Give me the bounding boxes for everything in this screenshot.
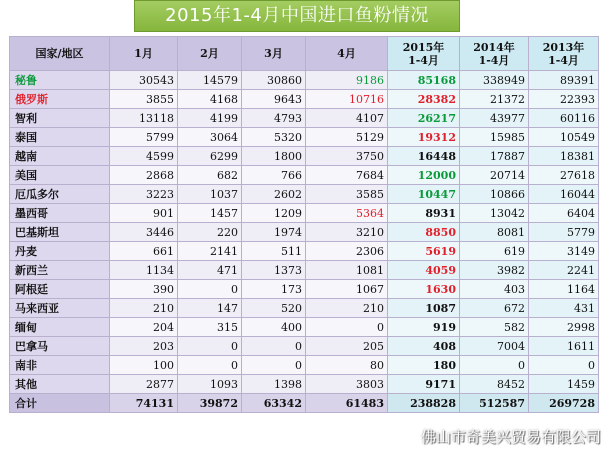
table-cell: 12000 — [388, 166, 460, 185]
table-cell: 5129 — [306, 128, 388, 147]
table-cell: 238828 — [388, 394, 460, 413]
table-cell: 16448 — [388, 147, 460, 166]
table-cell: 13118 — [110, 109, 178, 128]
table-cell: 61483 — [306, 394, 388, 413]
country-name: 俄罗斯 — [10, 90, 110, 109]
header-text: 2014年 — [473, 40, 515, 54]
country-name: 南非 — [10, 356, 110, 375]
table-row — [10, 356, 599, 375]
table-cell: 672 — [460, 299, 529, 318]
table-cell: 63342 — [242, 394, 306, 413]
table-cell: 20714 — [460, 166, 529, 185]
header-mar — [242, 37, 306, 71]
table-cell: 315 — [178, 318, 242, 337]
table-row — [10, 166, 599, 185]
table-cell: 4168 — [178, 90, 242, 109]
header-jan — [110, 37, 178, 71]
table-cell: 2306 — [306, 242, 388, 261]
table-cell: 3585 — [306, 185, 388, 204]
table-cell: 3064 — [178, 128, 242, 147]
table-cell: 4793 — [242, 109, 306, 128]
table-cell: 43977 — [460, 109, 529, 128]
table-row — [10, 109, 599, 128]
table-cell: 22393 — [529, 90, 599, 109]
header-text: 1月 — [134, 47, 153, 60]
table-cell: 8081 — [460, 223, 529, 242]
table-cell: 1398 — [242, 375, 306, 394]
table-cell: 19312 — [388, 128, 460, 147]
table-cell: 39872 — [178, 394, 242, 413]
table-cell: 2868 — [110, 166, 178, 185]
watermark — [394, 426, 601, 447]
table-cell: 1164 — [529, 280, 599, 299]
table-row — [10, 375, 599, 394]
table-cell: 582 — [460, 318, 529, 337]
table-cell: 203 — [110, 337, 178, 356]
table-row — [10, 147, 599, 166]
table-cell: 8931 — [388, 204, 460, 223]
table-cell: 10866 — [460, 185, 529, 204]
table-cell: 1081 — [306, 261, 388, 280]
table-cell: 661 — [110, 242, 178, 261]
table-cell: 269728 — [529, 394, 599, 413]
table-cell: 511 — [242, 242, 306, 261]
table-cell: 220 — [178, 223, 242, 242]
import-table — [9, 36, 599, 413]
country-name: 新西兰 — [10, 261, 110, 280]
table-cell: 1087 — [388, 299, 460, 318]
table-cell: 1611 — [529, 337, 599, 356]
table-cell: 9186 — [306, 71, 388, 90]
table-cell: 1209 — [242, 204, 306, 223]
table-cell: 919 — [388, 318, 460, 337]
table-cell: 3803 — [306, 375, 388, 394]
table-cell: 85168 — [388, 71, 460, 90]
table-cell: 60116 — [529, 109, 599, 128]
table-row — [10, 90, 599, 109]
table-cell: 0 — [178, 337, 242, 356]
table-cell: 512587 — [460, 394, 529, 413]
table-row — [10, 204, 599, 223]
table-cell: 1037 — [178, 185, 242, 204]
table-cell: 180 — [388, 356, 460, 375]
header-text: 3月 — [264, 47, 283, 60]
table-cell: 3446 — [110, 223, 178, 242]
table-cell: 10716 — [306, 90, 388, 109]
country-name: 秘鲁 — [10, 71, 110, 90]
table-cell: 16044 — [529, 185, 599, 204]
table-cell: 4059 — [388, 261, 460, 280]
table-cell: 1630 — [388, 280, 460, 299]
table-cell: 18381 — [529, 147, 599, 166]
table-cell: 5364 — [306, 204, 388, 223]
page-title: 2015年1-4月中国进口鱼粉情况 — [134, 0, 460, 32]
header-country — [10, 37, 110, 71]
table-cell: 1134 — [110, 261, 178, 280]
table-row — [10, 242, 599, 261]
table-cell: 6299 — [178, 147, 242, 166]
table-cell: 1373 — [242, 261, 306, 280]
table-cell: 0 — [242, 337, 306, 356]
table-cell: 2877 — [110, 375, 178, 394]
table-row — [10, 318, 599, 337]
table-cell: 3855 — [110, 90, 178, 109]
table-cell: 210 — [110, 299, 178, 318]
table-cell: 2998 — [529, 318, 599, 337]
table-cell: 682 — [178, 166, 242, 185]
table-cell: 13042 — [460, 204, 529, 223]
table-row — [10, 128, 599, 147]
table-cell: 28382 — [388, 90, 460, 109]
header-2015 — [388, 37, 460, 71]
table-cell: 7684 — [306, 166, 388, 185]
country-name: 巴拿马 — [10, 337, 110, 356]
table-row — [10, 223, 599, 242]
table-cell: 27618 — [529, 166, 599, 185]
header-text: 国家/地区 — [35, 47, 84, 60]
header-text: 1-4月 — [408, 53, 439, 67]
country-name: 泰国 — [10, 128, 110, 147]
country-name: 阿根廷 — [10, 280, 110, 299]
table-cell: 1093 — [178, 375, 242, 394]
table-cell: 0 — [529, 356, 599, 375]
table-cell: 3149 — [529, 242, 599, 261]
table-cell: 5320 — [242, 128, 306, 147]
table-cell: 147 — [178, 299, 242, 318]
table-cell: 408 — [388, 337, 460, 356]
table-cell: 5799 — [110, 128, 178, 147]
table-cell: 204 — [110, 318, 178, 337]
table-cell: 2602 — [242, 185, 306, 204]
table-cell: 210 — [306, 299, 388, 318]
wechat-icon — [394, 428, 416, 446]
header-text: 2013年 — [542, 40, 585, 54]
table-cell: 619 — [460, 242, 529, 261]
table-cell: 14579 — [178, 71, 242, 90]
country-name: 丹麦 — [10, 242, 110, 261]
table-cell: 74131 — [110, 394, 178, 413]
table-cell: 10447 — [388, 185, 460, 204]
table-row — [10, 299, 599, 318]
header-text: 2月 — [200, 47, 219, 60]
country-name: 智利 — [10, 109, 110, 128]
table-cell: 4107 — [306, 109, 388, 128]
table-cell: 205 — [306, 337, 388, 356]
table-cell: 1067 — [306, 280, 388, 299]
header-text: 1-4月 — [478, 53, 510, 67]
table-cell: 1457 — [178, 204, 242, 223]
header-text: 4月 — [337, 47, 356, 60]
table-cell: 30543 — [110, 71, 178, 90]
table-cell: 338949 — [460, 71, 529, 90]
table-cell: 3982 — [460, 261, 529, 280]
table-cell: 7004 — [460, 337, 529, 356]
table-cell: 4599 — [110, 147, 178, 166]
country-name: 厄瓜多尔 — [10, 185, 110, 204]
country-name: 越南 — [10, 147, 110, 166]
country-name: 美国 — [10, 166, 110, 185]
table-cell: 30860 — [242, 71, 306, 90]
table-cell: 2241 — [529, 261, 599, 280]
country-name: 其他 — [10, 375, 110, 394]
country-name: 巴基斯坦 — [10, 223, 110, 242]
table-cell: 3223 — [110, 185, 178, 204]
table-row — [10, 71, 599, 90]
table-cell: 8452 — [460, 375, 529, 394]
table-cell: 1974 — [242, 223, 306, 242]
table-cell: 1800 — [242, 147, 306, 166]
table-cell: 173 — [242, 280, 306, 299]
country-name: 缅甸 — [10, 318, 110, 337]
header-text: 2015年 — [402, 40, 445, 54]
table-cell: 431 — [529, 299, 599, 318]
table-cell: 80 — [306, 356, 388, 375]
table-cell: 5619 — [388, 242, 460, 261]
table-cell: 89391 — [529, 71, 599, 90]
table-cell: 520 — [242, 299, 306, 318]
country-name: 合计 — [10, 394, 110, 413]
watermark-text: 佛山市奇美兴贸易有限公司 — [420, 428, 601, 446]
table-cell: 26217 — [388, 109, 460, 128]
header-row — [10, 37, 599, 71]
table-cell: 21372 — [460, 90, 529, 109]
total-row — [10, 394, 599, 413]
table-cell: 0 — [306, 318, 388, 337]
table-cell: 766 — [242, 166, 306, 185]
table-cell: 390 — [110, 280, 178, 299]
table-cell: 3210 — [306, 223, 388, 242]
table-cell: 0 — [178, 356, 242, 375]
table-cell: 2141 — [178, 242, 242, 261]
table-row — [10, 261, 599, 280]
table-cell: 9643 — [242, 90, 306, 109]
table-cell: 403 — [460, 280, 529, 299]
table-cell: 1459 — [529, 375, 599, 394]
country-name: 墨西哥 — [10, 204, 110, 223]
table-cell: 17887 — [460, 147, 529, 166]
table-cell: 901 — [110, 204, 178, 223]
table-cell: 0 — [178, 280, 242, 299]
header-feb — [178, 37, 242, 71]
table-row — [10, 337, 599, 356]
header-apr — [306, 37, 388, 71]
table-cell: 8850 — [388, 223, 460, 242]
table-cell: 471 — [178, 261, 242, 280]
table-cell: 9171 — [388, 375, 460, 394]
header-2014 — [460, 37, 529, 71]
country-name: 马来西亚 — [10, 299, 110, 318]
table-cell: 100 — [110, 356, 178, 375]
table-row — [10, 280, 599, 299]
table-cell: 400 — [242, 318, 306, 337]
table-cell: 15985 — [460, 128, 529, 147]
table-cell: 3750 — [306, 147, 388, 166]
table-cell: 4199 — [178, 109, 242, 128]
table-cell: 5779 — [529, 223, 599, 242]
table-cell: 0 — [242, 356, 306, 375]
table-body — [10, 71, 599, 413]
header-2013 — [529, 37, 599, 71]
table-cell: 6404 — [529, 204, 599, 223]
header-text: 1-4月 — [548, 53, 579, 67]
table-cell: 10549 — [529, 128, 599, 147]
table-cell: 0 — [460, 356, 529, 375]
table-row — [10, 185, 599, 204]
